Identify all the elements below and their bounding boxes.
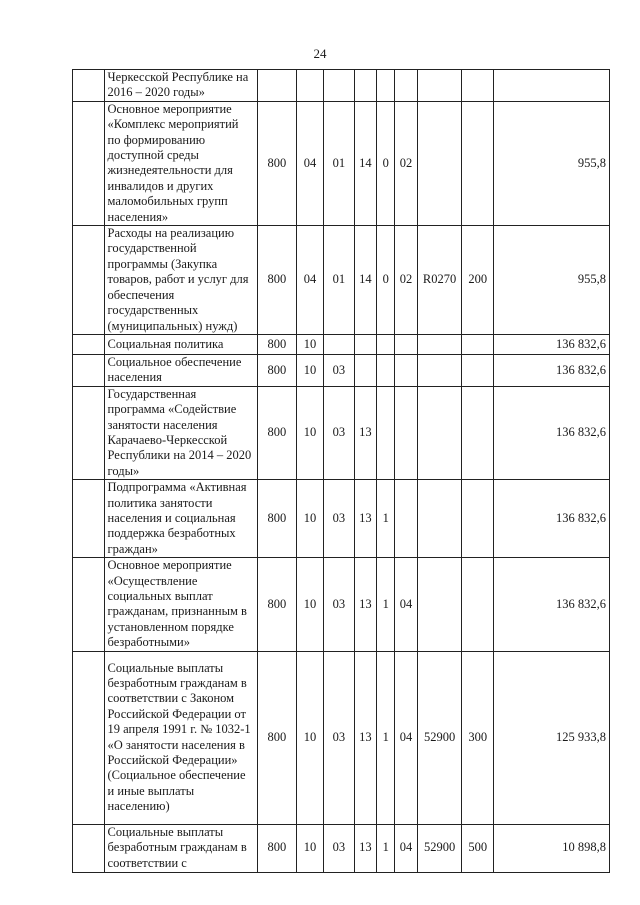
event-code — [395, 480, 417, 558]
item-name: Черкесской Республике на 2016 – 2020 годы» — [104, 70, 258, 102]
amount: 136 832,6 — [493, 386, 609, 479]
program-code: 13 — [354, 558, 376, 651]
section-code: 10 — [296, 334, 323, 354]
item-name: Социальная политика — [104, 334, 258, 354]
subprogram-code — [377, 354, 395, 386]
ministry-code: 800 — [258, 824, 297, 872]
ministry-code: 800 — [258, 480, 297, 558]
event-code — [395, 334, 417, 354]
ministry-code: 800 — [258, 226, 297, 335]
subsection-code — [324, 334, 355, 354]
expense-direction-code: R0270 — [417, 226, 462, 335]
ministry-code: 800 — [258, 558, 297, 651]
event-code — [395, 70, 417, 102]
program-code: 13 — [354, 386, 376, 479]
expense-direction-code — [417, 354, 462, 386]
section-code — [296, 70, 323, 102]
subsection-code: 03 — [324, 480, 355, 558]
amount: 136 832,6 — [493, 558, 609, 651]
item-name: Социальное обеспечение населения — [104, 354, 258, 386]
expense-type-code — [462, 386, 494, 479]
event-code: 04 — [395, 558, 417, 651]
section-code: 10 — [296, 651, 323, 824]
subprogram-code: 1 — [377, 480, 395, 558]
event-code: 02 — [395, 226, 417, 335]
expense-type-code — [462, 354, 494, 386]
budget-table — [72, 69, 610, 873]
section-code: 10 — [296, 386, 323, 479]
program-code: 13 — [354, 824, 376, 872]
expense-direction-code: 52900 — [417, 651, 462, 824]
expense-type-code: 500 — [462, 824, 494, 872]
subsection-code: 03 — [324, 651, 355, 824]
table-row — [73, 480, 610, 558]
section-code: 04 — [296, 101, 323, 225]
section-code: 10 — [296, 480, 323, 558]
subprogram-code: 1 — [377, 558, 395, 651]
section-code: 04 — [296, 226, 323, 335]
table-row — [73, 226, 610, 335]
blank-cell — [73, 558, 105, 651]
event-code: 04 — [395, 824, 417, 872]
item-name: Основное мероприятие «Осуществление социальных выплат гражданам, признанным в установленном порядке безработными» — [104, 558, 258, 651]
expense-type-code — [462, 558, 494, 651]
blank-cell — [73, 824, 105, 872]
blank-cell — [73, 334, 105, 354]
amount: 955,8 — [493, 226, 609, 335]
subprogram-code: 1 — [377, 651, 395, 824]
subprogram-code — [377, 334, 395, 354]
blank-cell — [73, 226, 105, 335]
amount: 10 898,8 — [493, 824, 609, 872]
table-row — [73, 101, 610, 225]
subsection-code: 01 — [324, 101, 355, 225]
subprogram-code: 1 — [377, 824, 395, 872]
section-code: 10 — [296, 558, 323, 651]
table-row — [73, 386, 610, 479]
expense-type-code — [462, 101, 494, 225]
blank-cell — [73, 386, 105, 479]
table-row — [73, 334, 610, 354]
program-code — [354, 334, 376, 354]
expense-type-code — [462, 480, 494, 558]
ministry-code: 800 — [258, 386, 297, 479]
amount: 125 933,8 — [493, 651, 609, 824]
ministry-code: 800 — [258, 354, 297, 386]
blank-cell — [73, 101, 105, 225]
subsection-code: 03 — [324, 386, 355, 479]
amount: 955,8 — [493, 101, 609, 225]
table-row — [73, 558, 610, 651]
section-code: 10 — [296, 824, 323, 872]
amount: 136 832,6 — [493, 354, 609, 386]
table-row — [73, 354, 610, 386]
subsection-code: 03 — [324, 354, 355, 386]
expense-direction-code — [417, 558, 462, 651]
item-name: Расходы на реализацию государственной программы (Закупка товаров, работ и услуг для обеспечения государственных (муниципальных) нужд) — [104, 226, 258, 335]
program-code: 13 — [354, 651, 376, 824]
expense-direction-code — [417, 334, 462, 354]
blank-cell — [73, 70, 105, 102]
subsection-code: 03 — [324, 824, 355, 872]
event-code — [395, 354, 417, 386]
expense-direction-code — [417, 480, 462, 558]
subsection-code — [324, 70, 355, 102]
item-name: Социальные выплаты безработным гражданам в соответствии с Законом Российской Федерации от 19 апреля 1991 г. № 1032-1 «О занятости населения в Российской Федерации» (Социальное обеспечение и иные выплаты населению) — [104, 651, 258, 824]
ministry-code — [258, 70, 297, 102]
event-code: 02 — [395, 101, 417, 225]
program-code — [354, 70, 376, 102]
table-row — [73, 70, 610, 102]
page-number: 24 — [313, 46, 327, 61]
program-code: 14 — [354, 101, 376, 225]
expense-type-code — [462, 70, 494, 102]
ministry-code: 800 — [258, 334, 297, 354]
expense-type-code: 200 — [462, 226, 494, 335]
subsection-code: 03 — [324, 558, 355, 651]
item-name: Основное мероприятие «Комплекс мероприятий по формированию доступной среды жизнедеятельности для инвалидов и других маломобильных групп населения» — [104, 101, 258, 225]
amount — [493, 70, 609, 102]
ministry-code: 800 — [258, 101, 297, 225]
event-code — [395, 386, 417, 479]
amount: 136 832,6 — [493, 480, 609, 558]
blank-cell — [73, 651, 105, 824]
amount: 136 832,6 — [493, 334, 609, 354]
expense-direction-code — [417, 101, 462, 225]
blank-cell — [73, 354, 105, 386]
subprogram-code — [377, 70, 395, 102]
expense-type-code — [462, 334, 494, 354]
item-name: Социальные выплаты безработным гражданам в соответствии с — [104, 824, 258, 872]
program-code: 14 — [354, 226, 376, 335]
expense-direction-code — [417, 70, 462, 102]
table-row — [73, 824, 610, 872]
blank-cell — [73, 480, 105, 558]
program-code: 13 — [354, 480, 376, 558]
subsection-code: 01 — [324, 226, 355, 335]
subprogram-code: 0 — [377, 101, 395, 225]
item-name: Подпрограмма «Активная политика занятости населения и социальная поддержка безработных граждан» — [104, 480, 258, 558]
expense-direction-code: 52900 — [417, 824, 462, 872]
ministry-code: 800 — [258, 651, 297, 824]
subprogram-code: 0 — [377, 226, 395, 335]
section-code: 10 — [296, 354, 323, 386]
expense-type-code: 300 — [462, 651, 494, 824]
subprogram-code — [377, 386, 395, 479]
expense-direction-code — [417, 386, 462, 479]
item-name: Государственная программа «Содействие занятости населения Карачаево-Черкесской Республики на 2014 – 2020 годы» — [104, 386, 258, 479]
table-row — [73, 651, 610, 824]
event-code: 04 — [395, 651, 417, 824]
program-code — [354, 354, 376, 386]
